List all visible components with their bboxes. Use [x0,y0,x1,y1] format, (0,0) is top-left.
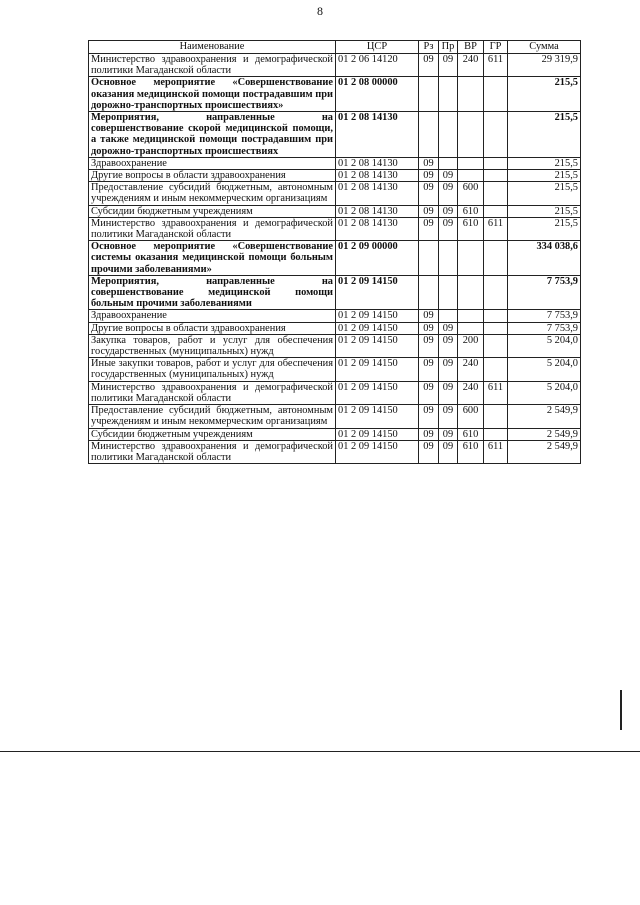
cell-gr [484,241,508,276]
cell-name: Другие вопросы в области здравоохранения [89,170,336,182]
cell-gr [484,322,508,334]
cell-pr [439,157,458,169]
cell-vr [458,170,484,182]
cell-csr: 01 2 09 14150 [336,405,419,428]
cell-gr [484,157,508,169]
cell-csr: 01 2 08 14130 [336,157,419,169]
cell-name: Здравоохранение [89,157,336,169]
table-row [89,217,581,240]
cell-csr: 01 2 09 14150 [336,428,419,440]
cell-sum: 215,5 [508,170,581,182]
cell-name: Министерство здравоохранения и демографической политики Магаданской области [89,440,336,463]
cell-pr: 09 [439,440,458,463]
cell-vr: 200 [458,334,484,357]
cell-pr [439,310,458,322]
cell-sum: 2 549,9 [508,405,581,428]
margin-mark [620,690,622,730]
cell-sum: 334 038,6 [508,241,581,276]
cell-vr [458,77,484,112]
table-row [89,440,581,463]
cell-gr: 611 [484,217,508,240]
cell-pr: 09 [439,428,458,440]
cell-sum: 7 753,9 [508,322,581,334]
table-row [89,157,581,169]
cell-vr: 600 [458,405,484,428]
cell-vr: 610 [458,217,484,240]
cell-sum: 7 753,9 [508,275,581,310]
header-sum: Сумма [508,41,581,54]
cell-csr: 01 2 09 14150 [336,334,419,357]
cell-name: Основное мероприятие «Совершенствование системы оказания медицинской помощи больным прочими заболеваниями» [89,241,336,276]
cell-gr [484,205,508,217]
cell-pr [439,241,458,276]
footer-divider [0,751,640,752]
cell-rz: 09 [419,157,439,169]
cell-rz: 09 [419,322,439,334]
table-row [89,310,581,322]
cell-rz: 09 [419,428,439,440]
cell-vr: 600 [458,182,484,205]
cell-sum: 5 204,0 [508,334,581,357]
table-row [89,54,581,77]
cell-gr: 611 [484,54,508,77]
cell-rz: 09 [419,405,439,428]
cell-gr [484,275,508,310]
cell-csr: 01 2 08 14130 [336,182,419,205]
cell-rz: 09 [419,381,439,404]
cell-csr: 01 2 09 14150 [336,381,419,404]
header-row [89,41,581,54]
cell-pr: 09 [439,322,458,334]
cell-vr: 240 [458,358,484,381]
table-row [89,275,581,310]
cell-rz [419,241,439,276]
cell-gr [484,334,508,357]
cell-name: Другие вопросы в области здравоохранения [89,322,336,334]
cell-vr: 610 [458,440,484,463]
table-row [89,170,581,182]
cell-gr [484,428,508,440]
cell-name: Предоставление субсидий бюджетным, автономным учреждениям и иным некоммерческим организациям [89,405,336,428]
cell-rz: 09 [419,54,439,77]
cell-csr: 01 2 09 14150 [336,310,419,322]
cell-vr [458,322,484,334]
cell-pr [439,112,458,158]
cell-csr: 01 2 08 00000 [336,77,419,112]
cell-name: Министерство здравоохранения и демографической политики Магаданской области [89,54,336,77]
table-body [89,54,581,464]
table-row [89,405,581,428]
cell-gr: 611 [484,440,508,463]
cell-pr [439,275,458,310]
cell-pr [439,77,458,112]
cell-rz: 09 [419,182,439,205]
cell-sum: 5 204,0 [508,381,581,404]
cell-rz: 09 [419,440,439,463]
table-row [89,182,581,205]
cell-vr [458,112,484,158]
table-row [89,322,581,334]
cell-rz [419,275,439,310]
cell-gr [484,358,508,381]
cell-vr [458,310,484,322]
cell-gr [484,77,508,112]
cell-csr: 01 2 09 14150 [336,358,419,381]
cell-vr: 240 [458,54,484,77]
cell-gr [484,170,508,182]
cell-csr: 01 2 08 14130 [336,205,419,217]
cell-vr [458,241,484,276]
cell-name: Мероприятия, направленные на совершенствование скорой медицинской помощи, а также медицинской помощи пострадавшим при дорожно-транспортных происшествиях [89,112,336,158]
cell-name: Иные закупки товаров, работ и услуг для обеспечения государственных (муниципальных) нужд [89,358,336,381]
table-header [89,41,581,54]
cell-sum: 215,5 [508,157,581,169]
cell-sum: 215,5 [508,182,581,205]
cell-vr: 610 [458,205,484,217]
table-row [89,334,581,357]
cell-sum: 215,5 [508,112,581,158]
header-vr: ВР [458,41,484,54]
cell-rz: 09 [419,205,439,217]
cell-name: Здравоохранение [89,310,336,322]
cell-name: Основное мероприятие «Совершенствование оказания медицинской помощи пострадавшим при дорожно-транспортных происшествиях» [89,77,336,112]
cell-pr: 09 [439,381,458,404]
cell-vr [458,275,484,310]
cell-rz: 09 [419,217,439,240]
cell-pr: 09 [439,205,458,217]
cell-rz: 09 [419,358,439,381]
cell-name: Субсидии бюджетным учреждениям [89,428,336,440]
header-csr: ЦСР [336,41,419,54]
budget-table [88,40,581,464]
cell-name: Министерство здравоохранения и демографической политики Магаданской области [89,217,336,240]
cell-name: Закупка товаров, работ и услуг для обеспечения государственных (муниципальных) нужд [89,334,336,357]
cell-sum: 215,5 [508,217,581,240]
cell-vr [458,157,484,169]
cell-sum: 215,5 [508,205,581,217]
cell-gr [484,405,508,428]
cell-sum: 7 753,9 [508,310,581,322]
cell-pr: 09 [439,358,458,381]
cell-csr: 01 2 06 14120 [336,54,419,77]
table-row [89,112,581,158]
budget-table-container [88,40,580,464]
cell-csr: 01 2 09 14150 [336,275,419,310]
cell-pr: 09 [439,182,458,205]
table-row [89,381,581,404]
cell-csr: 01 2 08 14130 [336,217,419,240]
cell-rz [419,112,439,158]
cell-name: Субсидии бюджетным учреждениям [89,205,336,217]
cell-gr [484,112,508,158]
table-row [89,77,581,112]
table-row [89,205,581,217]
cell-sum: 215,5 [508,77,581,112]
cell-sum: 2 549,9 [508,428,581,440]
page-number: 8 [317,4,323,18]
cell-name: Министерство здравоохранения и демографической политики Магаданской области [89,381,336,404]
cell-csr: 01 2 09 14150 [336,322,419,334]
header-pr: Пр [439,41,458,54]
cell-gr [484,182,508,205]
cell-pr: 09 [439,54,458,77]
cell-sum: 5 204,0 [508,358,581,381]
table-row [89,358,581,381]
cell-csr: 01 2 09 00000 [336,241,419,276]
cell-name: Мероприятия, направленные на совершенствование медицинской помощи больным прочими заболеваниями [89,275,336,310]
cell-vr: 610 [458,428,484,440]
cell-csr: 01 2 09 14150 [336,440,419,463]
cell-gr [484,310,508,322]
cell-rz: 09 [419,334,439,357]
cell-pr: 09 [439,217,458,240]
cell-pr: 09 [439,334,458,357]
cell-pr: 09 [439,405,458,428]
header-rz: Рз [419,41,439,54]
cell-pr: 09 [439,170,458,182]
cell-name: Предоставление субсидий бюджетным, автономным учреждениям и иным некоммерческим организациям [89,182,336,205]
cell-rz: 09 [419,310,439,322]
header-gr: ГР [484,41,508,54]
cell-csr: 01 2 08 14130 [336,170,419,182]
table-row [89,428,581,440]
header-name: Наименование [89,41,336,54]
cell-vr: 240 [458,381,484,404]
cell-gr: 611 [484,381,508,404]
cell-sum: 29 319,9 [508,54,581,77]
cell-rz: 09 [419,170,439,182]
cell-csr: 01 2 08 14130 [336,112,419,158]
cell-rz [419,77,439,112]
cell-sum: 2 549,9 [508,440,581,463]
table-row [89,241,581,276]
